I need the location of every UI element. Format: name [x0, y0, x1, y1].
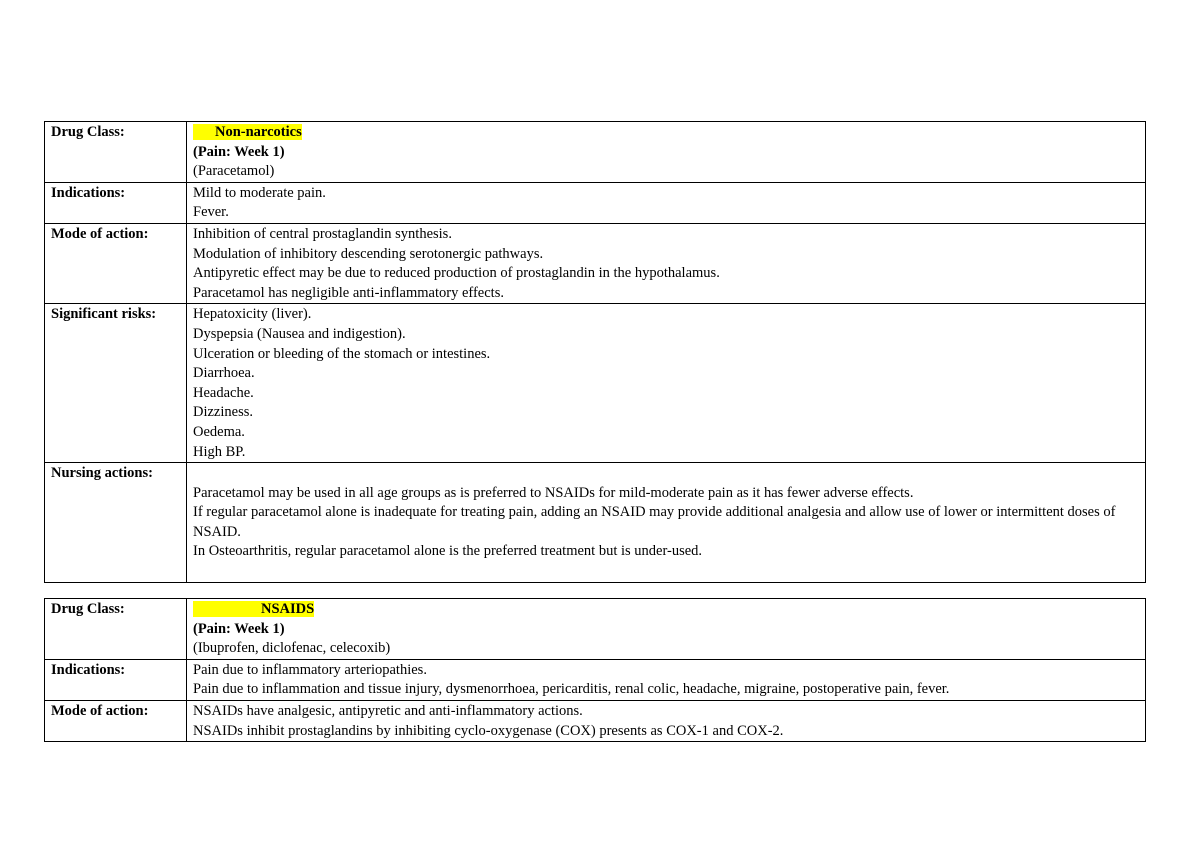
- nsaids-table: [44, 598, 1146, 742]
- mode-of-action-label: Mode of action:: [45, 223, 187, 303]
- mode-of-action-row: [45, 223, 1146, 303]
- indications-row: [45, 659, 1146, 700]
- nursing-actions-row: [45, 463, 1146, 583]
- indication-item: Pain due to inflammatory arteriopathies.: [193, 661, 427, 678]
- indications-cell: [187, 182, 1146, 223]
- drug-class-name: NSAIDS: [193, 601, 314, 617]
- indications-label: Indications:: [45, 182, 187, 223]
- drug-class-label: Drug Class:: [45, 599, 187, 660]
- mode-of-action-row: [45, 700, 1146, 741]
- moa-item: NSAIDs inhibit prostaglandins by inhibiting cyclo-oxygenase (COX) presents as COX-1 and COX-2.: [193, 722, 784, 739]
- week-label: (Pain: Week 1): [193, 143, 285, 160]
- drug-example: (Ibuprofen, diclofenac, celecoxib): [193, 640, 391, 657]
- drug-class-cell: [187, 599, 1146, 660]
- indication-item: Pain due to inflammation and tissue injury, dysmenorrhoea, pericarditis, renal colic, headache, migraine, postoperative pain, fever.: [193, 681, 950, 698]
- indication-item: Mild to moderate pain.: [193, 184, 326, 201]
- nursing-actions-label: Nursing actions:: [45, 463, 187, 583]
- moa-item: Paracetamol has negligible anti-inflammatory effects.: [193, 284, 504, 301]
- drug-class-row: [45, 599, 1146, 660]
- moa-item: Inhibition of central prostaglandin synthesis.: [193, 225, 452, 242]
- significant-risks-label: Significant risks:: [45, 304, 187, 463]
- mode-of-action-cell: [187, 223, 1146, 303]
- risk-item: Dyspepsia (Nausea and indigestion).: [193, 325, 406, 342]
- risk-item: Headache.: [193, 384, 254, 401]
- moa-item: Antipyretic effect may be due to reduced production of prostaglandin in the hypothalamus.: [193, 265, 720, 282]
- drug-class-label: Drug Class:: [45, 122, 187, 183]
- significant-risks-row: [45, 304, 1146, 463]
- indications-row: [45, 182, 1146, 223]
- risk-item: Diarrhoea.: [193, 365, 255, 382]
- risk-item: Oedema.: [193, 423, 245, 440]
- week-label: (Pain: Week 1): [193, 620, 285, 637]
- significant-risks-cell: [187, 304, 1146, 463]
- drug-class-row: [45, 122, 1146, 183]
- indication-item: Fever.: [193, 204, 229, 221]
- nursing-item: In Osteoarthritis, regular paracetamol alone is the preferred treatment but is under-used.: [193, 543, 703, 560]
- drug-class-name: Non-narcotics: [193, 124, 302, 140]
- drug-example: (Paracetamol): [193, 163, 275, 180]
- risk-item: High BP.: [193, 443, 246, 460]
- nursing-item: Paracetamol may be used in all age groups as is preferred to NSAIDs for mild-moderate pain as it has fewer adverse effects.: [193, 484, 914, 501]
- non-narcotics-table: [44, 121, 1146, 583]
- nursing-actions-cell: [187, 463, 1146, 583]
- indications-label: Indications:: [45, 659, 187, 700]
- nursing-item: If regular paracetamol alone is inadequate for treating pain, adding an NSAID may provide additional analgesia and allow use of lower or intermittent doses of NSAID.: [193, 504, 1116, 540]
- mode-of-action-label: Mode of action:: [45, 700, 187, 741]
- risk-item: Dizziness.: [193, 404, 253, 421]
- moa-item: Modulation of inhibitory descending serotonergic pathways.: [193, 245, 544, 262]
- moa-item: NSAIDs have analgesic, antipyretic and anti-inflammatory actions.: [193, 702, 583, 719]
- indications-cell: [187, 659, 1146, 700]
- mode-of-action-cell: [187, 700, 1146, 741]
- drug-class-cell: [187, 122, 1146, 183]
- risk-item: Ulceration or bleeding of the stomach or intestines.: [193, 345, 491, 362]
- risk-item: Hepatoxicity (liver).: [193, 306, 312, 323]
